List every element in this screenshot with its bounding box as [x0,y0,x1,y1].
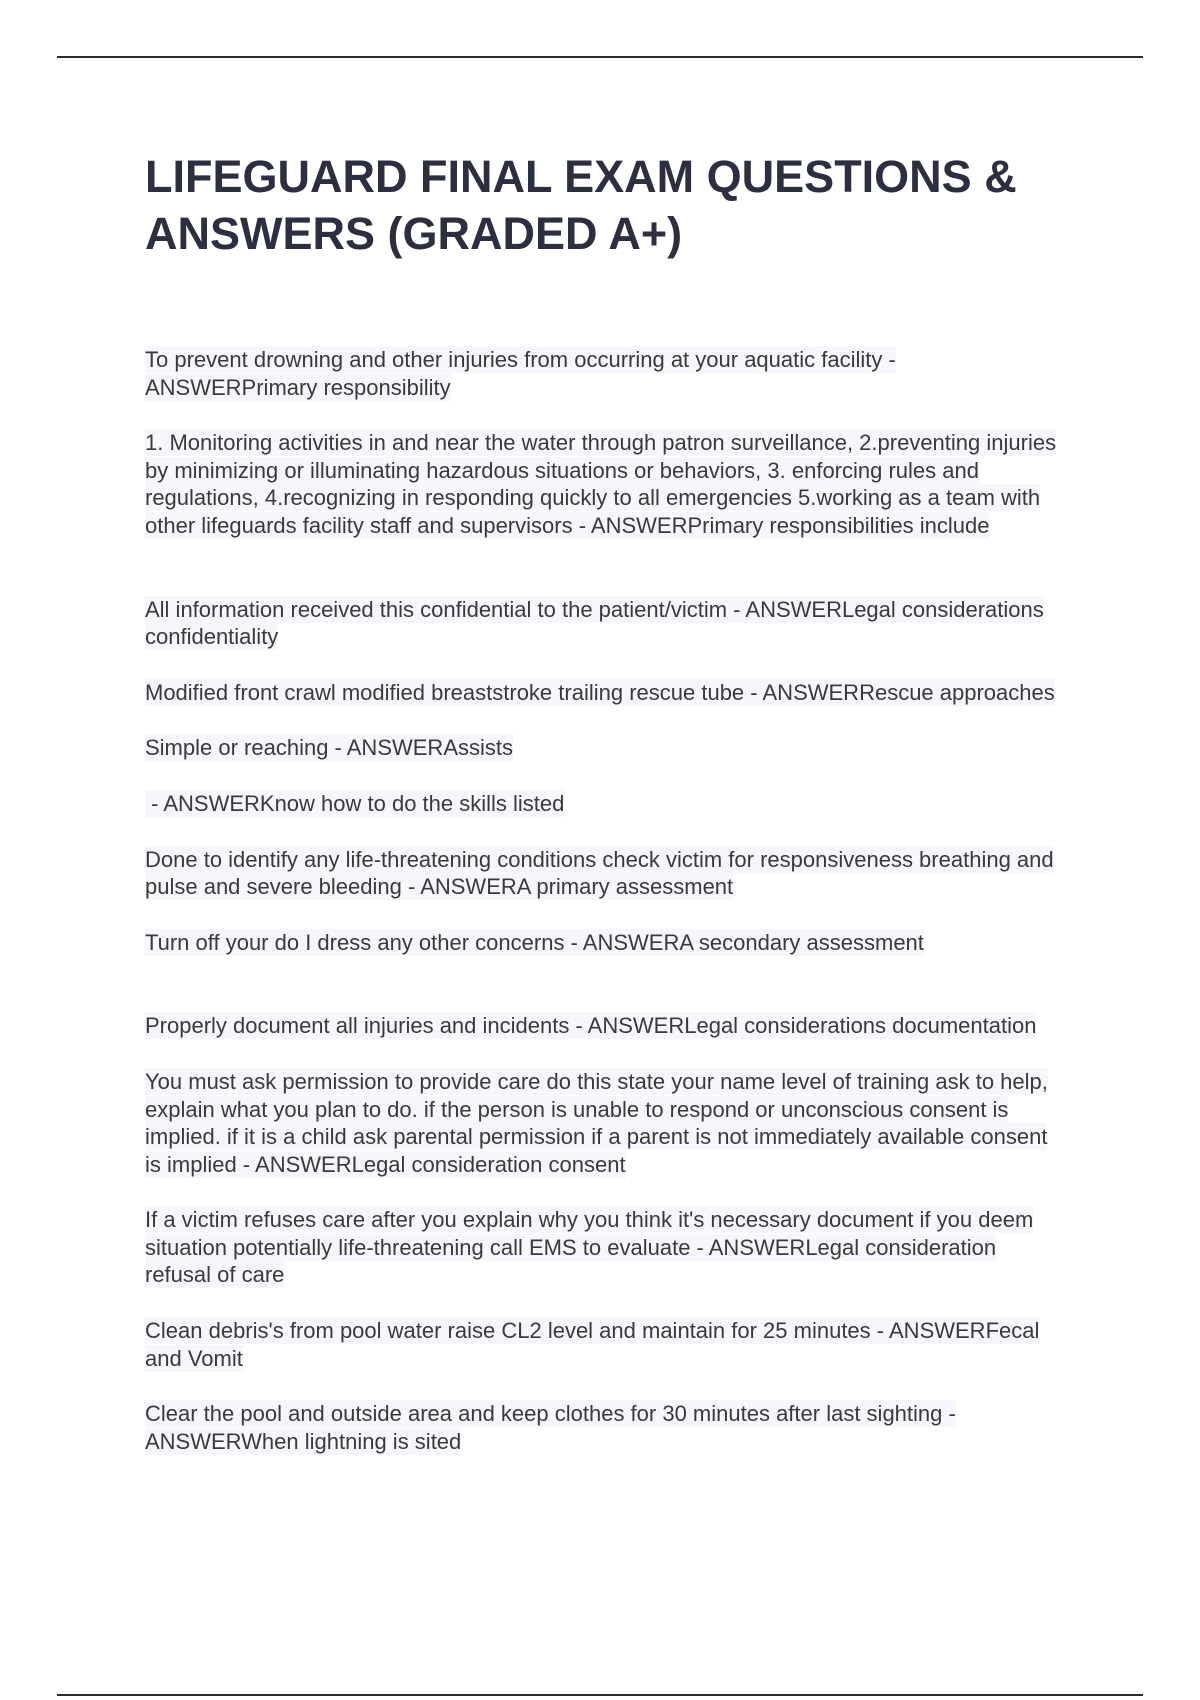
document-body [145,148,1065,1483]
bottom-rule [57,1694,1143,1696]
qa-item [145,1068,1065,1178]
qa-item-text: You must ask permission to provide care do this state your name level of training ask to help, explain what you plan to do. if the person is unable to respond or unconscious consent is implied. if it is a child ask parental permission if a parent is not immediately available consent is implied - ANSWERLegal consideration consent [145,1068,1048,1177]
qa-item-text: Done to identify any life-threatening conditions check victim for responsiveness breathing and pulse and severe bleeding - ANSWERA primary assessment [145,846,1054,900]
qa-item [145,790,1065,818]
qa-list [145,346,1065,1455]
qa-item [145,346,1065,401]
qa-item [145,734,1065,762]
qa-item-text: If a victim refuses care after you explain why you think it's necessary document if you deem situation potentially life-threatening call EMS to evaluate - ANSWERLegal consideration refusal of care [145,1207,1034,1288]
qa-item [145,929,1065,957]
qa-item [145,429,1065,539]
qa-item [145,596,1065,651]
qa-item-text: 1. Monitoring activities in and near the water through patron surveillance, 2.preventing injuries by minimizing or illuminating hazardous situations or behaviors, 3. enforcing rules and regulations, 4.recognizing in responding quickly to all emergencies 5.working as a team with other lifeguards facility staff and supervisors - ANSWERPrimary responsibilities include [145,430,1057,538]
qa-item-text: Clear the pool and outside area and keep clothes for 30 minutes after last sighting - ANSWERWhen lightning is sited [145,1401,956,1454]
qa-item-text: To prevent drowning and other injuries from occurring at your aquatic facility - ANSWERPrimary responsibility [145,347,896,400]
qa-item [145,1206,1065,1289]
qa-item-text: All information received this confidential to the patient/victim - ANSWERLegal considerations confidentiality [145,596,1044,650]
qa-item-text: Clean debris's from pool water raise CL2 level and maintain for 25 minutes - ANSWERFecal and Vomit [145,1318,1040,1371]
qa-item-text: Modified front crawl modified breaststroke trailing rescue tube - ANSWERRescue approaches [145,679,1055,705]
qa-item [145,846,1065,901]
qa-item [145,679,1065,707]
document-title: LIFEGUARD FINAL EXAM QUESTIONS & ANSWERS (GRADED A+) [145,151,1017,259]
qa-item-text: - ANSWERKnow how to do the skills listed [145,790,565,816]
qa-item [145,1400,1065,1455]
qa-item-text: Turn off your do I dress any other concerns - ANSWERA secondary assessment [145,929,924,955]
qa-item-text: Properly document all injuries and incidents - ANSWERLegal considerations documentation [145,1013,1037,1039]
qa-item-text: Simple or reaching - ANSWERAssists [145,735,513,761]
top-rule [57,56,1143,58]
qa-item [145,1317,1065,1372]
qa-item [145,1012,1065,1040]
